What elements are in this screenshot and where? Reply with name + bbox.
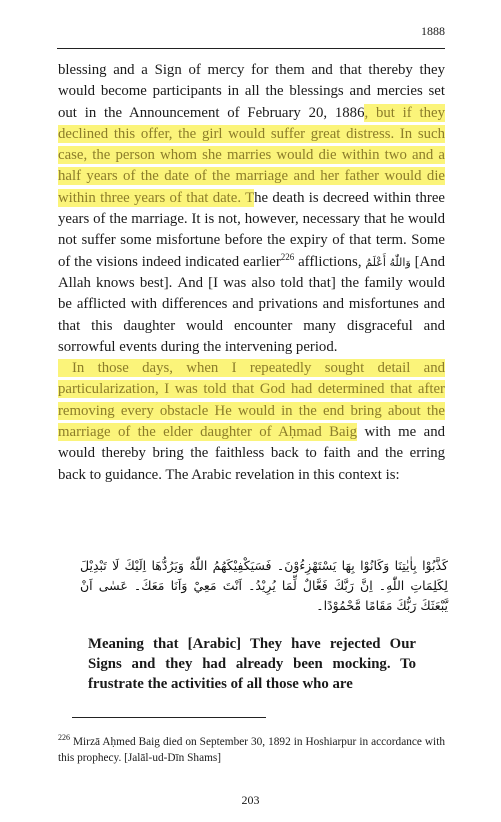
arabic-revelation: كَذَّبُوْا بِاٰيٰتِنَا وَكَانُوْا بِهَا يَسْتَهْزِءُوْنَ۔ فَسَيَكْفِيْكَهُمُ اللّٰهُ وَيَرُدُّهَا اِلَيْكَ لَا تَبْدِيْلَ لِكَلِمَاتِ اللّٰهِ۔ اِنَّ رَبَّكَ فَعَّالٌ لِّمَا يُرِيْدُ۔ اَنْتَ مَعِيْ وَاَنَا مَعَكَ۔ عَسٰى اَنْ يَّبْعَثَكَ رَبُّكَ مَقَامًا مَّحْمُوْدًا۔ [80,558,448,613]
page-number: 203 [241,793,260,807]
arabic-phrase: وَاللّٰهُ أَعْلَمُ [365,255,411,269]
paragraph-1-text-d: [And Allah knows best]. And [I was also told that] the family would be afflicted with differences and privations and misfortunes and that this daughter would encounter many disgraceful and sorrowful events during the intervening period. [58,253,445,355]
paragraph-1-text-b: he death is decreed within three years of the marriage. It is not, however, necessary that he would not suffer some misfortune before the expiry of that term. Some of the visions indeed indicated earlier [58,189,445,270]
paragraph-2 [58,358,445,486]
footnote-reference[interactable]: 226 [280,251,295,262]
main-text [58,60,445,486]
paragraph-1 [58,60,445,358]
highlighted-passage-1: , but if they declined this offer, the girl would suffer great distress. In such case, the person whom she marries would die within two and a half years of the date of the marriage and her father would die within three years of that date. T [58,104,445,206]
highlighted-passage-2-text: In those days, when I repeatedly sought detail and particularization, I was told that God had determined that after removing every obstacle He would in the end bring about the marriage of the elder daughter of Aḥmad Baig [58,360,445,441]
footnote-text: Mirzā Aḥmed Baig died on September 30, 1892 in Hoshiarpur in accordance with this prophecy. [Jalāl-ud-Dīn Shams] [58,736,445,764]
paragraph-1-text-a: blessing and a Sign of mercy for them and that thereby they would become participants in all the blessings and mercies set out in the Announcement of February 20, 1886 [58,62,445,121]
footnote-number: 226 [58,733,70,743]
paragraph-2-text: with me and would thereby bring the faithless back to faith and the erring back to guidance. The Arabic revelation in this context is: [58,424,445,483]
header-divider [57,48,445,49]
footnote [58,734,445,766]
meaning-translation: Meaning that [Arabic] They have rejected Our Signs and they had already been mocking. To frustrate the activities of all those who are [88,636,416,692]
paragraph-1-text-c: afflictions, [294,253,366,270]
page-header-year: 1888 [421,24,445,38]
footnote-divider [72,717,266,718]
